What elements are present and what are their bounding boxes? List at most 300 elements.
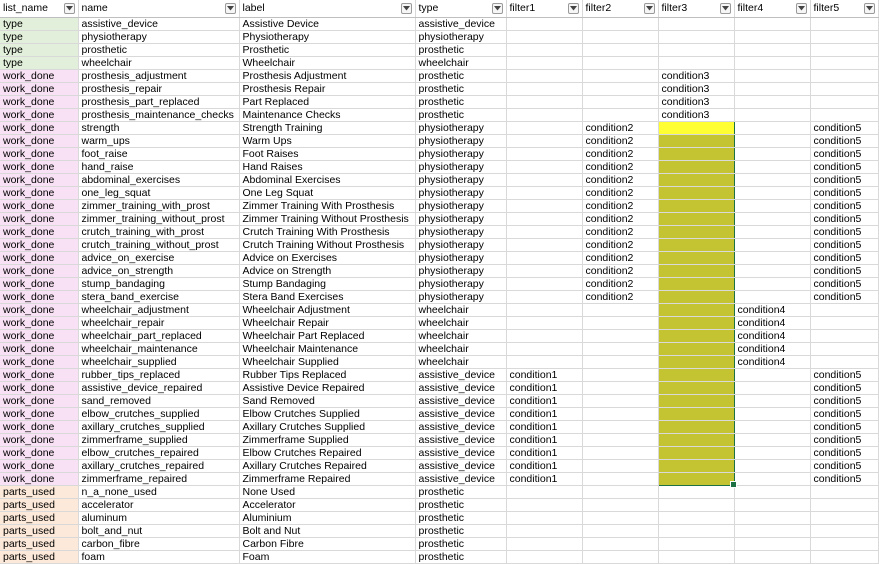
cell-filter3-selected[interactable] — [658, 199, 734, 212]
cell-label[interactable]: Elbow Crutches Repaired — [239, 446, 415, 459]
cell-filter4[interactable] — [734, 264, 810, 277]
cell-label[interactable]: Part Replaced — [239, 95, 415, 108]
cell-type[interactable]: prosthetic — [415, 524, 506, 537]
cell-filter3[interactable] — [658, 485, 734, 498]
cell-filter2[interactable]: condition2 — [582, 225, 658, 238]
cell-filter4[interactable] — [734, 537, 810, 550]
cell-type[interactable]: assistive_device — [415, 394, 506, 407]
cell-filter3-selected[interactable] — [658, 446, 734, 459]
cell-filter2[interactable] — [582, 82, 658, 95]
cell-filter4[interactable] — [734, 290, 810, 303]
cell-label[interactable]: Prosthetic — [239, 43, 415, 56]
cell-filter4[interactable] — [734, 56, 810, 69]
cell-filter4[interactable] — [734, 95, 810, 108]
cell-filter3-selected[interactable] — [658, 173, 734, 186]
cell-label[interactable]: Elbow Crutches Supplied — [239, 407, 415, 420]
cell-type[interactable]: physiotherapy — [415, 186, 506, 199]
cell-filter4[interactable] — [734, 381, 810, 394]
cell-filter4[interactable] — [734, 43, 810, 56]
filter-dropdown-icon[interactable] — [796, 3, 807, 14]
cell-type[interactable]: physiotherapy — [415, 121, 506, 134]
cell-name[interactable]: wheelchair_supplied — [78, 355, 239, 368]
cell-filter2[interactable] — [582, 511, 658, 524]
cell-filter4[interactable] — [734, 446, 810, 459]
cell-filter4[interactable] — [734, 251, 810, 264]
cell-list_name[interactable]: work_done — [0, 290, 78, 303]
cell-filter4[interactable] — [734, 121, 810, 134]
cell-label[interactable]: Warm Ups — [239, 134, 415, 147]
cell-filter4[interactable] — [734, 524, 810, 537]
cell-list_name[interactable]: work_done — [0, 160, 78, 173]
cell-filter3-selected[interactable] — [658, 420, 734, 433]
cell-name[interactable]: aluminum — [78, 511, 239, 524]
cell-filter3-selected[interactable] — [658, 264, 734, 277]
cell-filter5[interactable] — [810, 355, 878, 368]
cell-list_name[interactable]: work_done — [0, 199, 78, 212]
cell-filter2[interactable] — [582, 498, 658, 511]
cell-filter5[interactable]: condition5 — [810, 186, 878, 199]
cell-filter3-selected[interactable] — [658, 368, 734, 381]
cell-type[interactable]: prosthetic — [415, 498, 506, 511]
cell-filter1[interactable]: condition1 — [506, 407, 582, 420]
cell-type[interactable]: assistive_device — [415, 472, 506, 485]
cell-label[interactable]: Zimmerframe Supplied — [239, 433, 415, 446]
cell-filter4[interactable]: condition4 — [734, 329, 810, 342]
cell-name[interactable]: advice_on_exercise — [78, 251, 239, 264]
cell-filter4[interactable] — [734, 472, 810, 485]
column-header-label[interactable] — [239, 0, 415, 17]
cell-type[interactable]: physiotherapy — [415, 30, 506, 43]
cell-label[interactable]: None Used — [239, 485, 415, 498]
cell-list_name[interactable]: type — [0, 30, 78, 43]
cell-label[interactable]: Wheelchair — [239, 56, 415, 69]
cell-type[interactable]: assistive_device — [415, 368, 506, 381]
cell-filter1[interactable]: condition1 — [506, 368, 582, 381]
cell-filter3-selected[interactable] — [658, 290, 734, 303]
cell-filter5[interactable]: condition5 — [810, 394, 878, 407]
cell-filter4[interactable] — [734, 407, 810, 420]
cell-label[interactable]: Sand Removed — [239, 394, 415, 407]
cell-filter1[interactable]: condition1 — [506, 446, 582, 459]
cell-filter1[interactable]: condition1 — [506, 472, 582, 485]
cell-label[interactable]: Bolt and Nut — [239, 524, 415, 537]
cell-filter5[interactable] — [810, 17, 878, 30]
cell-list_name[interactable]: parts_used — [0, 511, 78, 524]
cell-filter5[interactable]: condition5 — [810, 381, 878, 394]
cell-filter2[interactable] — [582, 303, 658, 316]
cell-list_name[interactable]: work_done — [0, 446, 78, 459]
cell-filter2[interactable]: condition2 — [582, 160, 658, 173]
cell-filter4[interactable] — [734, 69, 810, 82]
cell-filter5[interactable]: condition5 — [810, 147, 878, 160]
cell-filter4[interactable] — [734, 511, 810, 524]
cell-filter1[interactable]: condition1 — [506, 433, 582, 446]
cell-name[interactable]: prosthesis_maintenance_checks — [78, 108, 239, 121]
cell-filter5[interactable]: condition5 — [810, 121, 878, 134]
cell-filter3[interactable] — [658, 30, 734, 43]
column-header-filter5[interactable] — [810, 0, 878, 17]
cell-type[interactable]: prosthetic — [415, 43, 506, 56]
cell-filter5[interactable] — [810, 485, 878, 498]
cell-filter1[interactable] — [506, 524, 582, 537]
cell-filter1[interactable] — [506, 43, 582, 56]
cell-filter5[interactable]: condition5 — [810, 368, 878, 381]
cell-name[interactable]: wheelchair_repair — [78, 316, 239, 329]
cell-label[interactable]: Zimmer Training Without Prosthesis — [239, 212, 415, 225]
cell-label[interactable]: Zimmer Training With Prosthesis — [239, 199, 415, 212]
cell-list_name[interactable]: work_done — [0, 420, 78, 433]
cell-list_name[interactable]: work_done — [0, 472, 78, 485]
cell-filter3-selected[interactable] — [658, 251, 734, 264]
cell-filter5[interactable] — [810, 524, 878, 537]
cell-filter1[interactable] — [506, 173, 582, 186]
cell-type[interactable]: prosthetic — [415, 537, 506, 550]
cell-filter5[interactable] — [810, 342, 878, 355]
cell-name[interactable]: wheelchair — [78, 56, 239, 69]
cell-label[interactable]: Accelerator — [239, 498, 415, 511]
cell-filter2[interactable]: condition2 — [582, 199, 658, 212]
cell-filter3[interactable] — [658, 511, 734, 524]
cell-list_name[interactable]: work_done — [0, 368, 78, 381]
cell-list_name[interactable]: work_done — [0, 173, 78, 186]
cell-label[interactable]: Carbon Fibre — [239, 537, 415, 550]
column-header-name[interactable] — [78, 0, 239, 17]
cell-filter3-selected[interactable] — [658, 329, 734, 342]
cell-name[interactable]: prosthesis_part_replaced — [78, 95, 239, 108]
cell-list_name[interactable]: type — [0, 43, 78, 56]
column-header-filter3[interactable] — [658, 0, 734, 17]
cell-filter3-selected[interactable] — [658, 459, 734, 472]
cell-type[interactable]: physiotherapy — [415, 173, 506, 186]
cell-filter1[interactable] — [506, 316, 582, 329]
cell-label[interactable]: Zimmerframe Repaired — [239, 472, 415, 485]
cell-name[interactable]: stera_band_exercise — [78, 290, 239, 303]
cell-type[interactable]: assistive_device — [415, 17, 506, 30]
cell-type[interactable]: physiotherapy — [415, 212, 506, 225]
cell-list_name[interactable]: type — [0, 56, 78, 69]
cell-label[interactable]: Wheelchair Repair — [239, 316, 415, 329]
cell-filter2[interactable] — [582, 355, 658, 368]
cell-filter4[interactable] — [734, 277, 810, 290]
cell-name[interactable]: wheelchair_adjustment — [78, 303, 239, 316]
cell-filter2[interactable] — [582, 459, 658, 472]
cell-type[interactable]: prosthetic — [415, 108, 506, 121]
cell-filter4[interactable] — [734, 30, 810, 43]
cell-filter5[interactable]: condition5 — [810, 277, 878, 290]
cell-list_name[interactable]: work_done — [0, 147, 78, 160]
cell-filter1[interactable] — [506, 160, 582, 173]
cell-name[interactable]: physiotherapy — [78, 30, 239, 43]
cell-filter5[interactable]: condition5 — [810, 134, 878, 147]
cell-filter4[interactable] — [734, 82, 810, 95]
cell-type[interactable]: assistive_device — [415, 381, 506, 394]
cell-list_name[interactable]: work_done — [0, 303, 78, 316]
cell-name[interactable]: assistive_device_repaired — [78, 381, 239, 394]
cell-list_name[interactable]: parts_used — [0, 485, 78, 498]
filter-dropdown-icon[interactable] — [644, 3, 655, 14]
cell-type[interactable]: physiotherapy — [415, 290, 506, 303]
cell-type[interactable]: wheelchair — [415, 56, 506, 69]
cell-name[interactable]: carbon_fibre — [78, 537, 239, 550]
cell-type[interactable]: wheelchair — [415, 355, 506, 368]
cell-type[interactable]: assistive_device — [415, 433, 506, 446]
cell-filter2[interactable] — [582, 550, 658, 563]
cell-type[interactable]: prosthetic — [415, 550, 506, 563]
cell-list_name[interactable]: work_done — [0, 433, 78, 446]
cell-filter5[interactable]: condition5 — [810, 459, 878, 472]
cell-filter2[interactable]: condition2 — [582, 264, 658, 277]
cell-filter3[interactable] — [658, 56, 734, 69]
cell-label[interactable]: Wheelchair Part Replaced — [239, 329, 415, 342]
cell-filter2[interactable]: condition2 — [582, 134, 658, 147]
cell-filter3-selected[interactable] — [658, 355, 734, 368]
column-header-filter2[interactable] — [582, 0, 658, 17]
cell-filter5[interactable]: condition5 — [810, 173, 878, 186]
cell-name[interactable]: zimmer_training_with_prost — [78, 199, 239, 212]
cell-type[interactable]: physiotherapy — [415, 199, 506, 212]
cell-name[interactable]: strength — [78, 121, 239, 134]
cell-name[interactable]: elbow_crutches_repaired — [78, 446, 239, 459]
cell-filter4[interactable] — [734, 108, 810, 121]
cell-type[interactable]: prosthetic — [415, 82, 506, 95]
cell-filter3-selected[interactable] — [658, 433, 734, 446]
cell-filter2[interactable]: condition2 — [582, 238, 658, 251]
column-header-filter4[interactable] — [734, 0, 810, 17]
cell-filter1[interactable] — [506, 355, 582, 368]
cell-type[interactable]: assistive_device — [415, 459, 506, 472]
cell-filter2[interactable] — [582, 368, 658, 381]
cell-filter5[interactable] — [810, 43, 878, 56]
cell-filter1[interactable] — [506, 537, 582, 550]
cell-label[interactable]: Advice on Strength — [239, 264, 415, 277]
cell-filter4[interactable] — [734, 368, 810, 381]
cell-list_name[interactable]: work_done — [0, 225, 78, 238]
cell-filter4[interactable] — [734, 147, 810, 160]
cell-filter1[interactable] — [506, 30, 582, 43]
cell-filter3-selected[interactable] — [658, 238, 734, 251]
cell-list_name[interactable]: work_done — [0, 186, 78, 199]
cell-list_name[interactable]: work_done — [0, 95, 78, 108]
cell-list_name[interactable]: work_done — [0, 251, 78, 264]
cell-label[interactable]: Assistive Device — [239, 17, 415, 30]
cell-list_name[interactable]: work_done — [0, 316, 78, 329]
cell-filter5[interactable] — [810, 108, 878, 121]
cell-filter3-selected[interactable] — [658, 407, 734, 420]
cell-list_name[interactable]: work_done — [0, 342, 78, 355]
cell-filter2[interactable] — [582, 524, 658, 537]
cell-name[interactable]: assistive_device — [78, 17, 239, 30]
cell-label[interactable]: Foam — [239, 550, 415, 563]
filter-dropdown-icon[interactable] — [492, 3, 503, 14]
cell-list_name[interactable]: work_done — [0, 69, 78, 82]
cell-list_name[interactable]: work_done — [0, 134, 78, 147]
cell-type[interactable]: wheelchair — [415, 316, 506, 329]
cell-name[interactable]: accelerator — [78, 498, 239, 511]
cell-filter5[interactable] — [810, 95, 878, 108]
cell-filter4[interactable]: condition4 — [734, 355, 810, 368]
cell-name[interactable]: prosthesis_adjustment — [78, 69, 239, 82]
cell-name[interactable]: crutch_training_without_prost — [78, 238, 239, 251]
filter-dropdown-icon[interactable] — [64, 3, 75, 14]
cell-filter2[interactable] — [582, 43, 658, 56]
cell-list_name[interactable]: work_done — [0, 277, 78, 290]
cell-label[interactable]: Prosthesis Repair — [239, 82, 415, 95]
filter-dropdown-icon[interactable] — [401, 3, 412, 14]
cell-filter5[interactable] — [810, 537, 878, 550]
cell-list_name[interactable]: parts_used — [0, 498, 78, 511]
cell-filter4[interactable] — [734, 459, 810, 472]
cell-label[interactable]: Axillary Crutches Repaired — [239, 459, 415, 472]
cell-filter4[interactable] — [734, 485, 810, 498]
cell-filter1[interactable] — [506, 108, 582, 121]
cell-label[interactable]: Strength Training — [239, 121, 415, 134]
cell-filter1[interactable] — [506, 56, 582, 69]
cell-filter1[interactable] — [506, 511, 582, 524]
cell-filter5[interactable]: condition5 — [810, 238, 878, 251]
cell-filter1[interactable] — [506, 212, 582, 225]
cell-label[interactable]: Assistive Device Repaired — [239, 381, 415, 394]
cell-filter1[interactable]: condition1 — [506, 381, 582, 394]
cell-name[interactable]: elbow_crutches_supplied — [78, 407, 239, 420]
cell-filter2[interactable]: condition2 — [582, 212, 658, 225]
cell-filter2[interactable] — [582, 394, 658, 407]
cell-filter3-selected[interactable] — [658, 134, 734, 147]
cell-filter4[interactable]: condition4 — [734, 316, 810, 329]
cell-label[interactable]: Rubber Tips Replaced — [239, 368, 415, 381]
filter-dropdown-icon[interactable] — [568, 3, 579, 14]
cell-filter2[interactable] — [582, 381, 658, 394]
cell-filter4[interactable] — [734, 433, 810, 446]
cell-filter1[interactable] — [506, 277, 582, 290]
cell-type[interactable]: wheelchair — [415, 303, 506, 316]
cell-list_name[interactable]: work_done — [0, 82, 78, 95]
cell-filter4[interactable] — [734, 394, 810, 407]
cell-filter5[interactable]: condition5 — [810, 160, 878, 173]
cell-label[interactable]: Aluminium — [239, 511, 415, 524]
cell-filter2[interactable]: condition2 — [582, 251, 658, 264]
cell-filter5[interactable]: condition5 — [810, 472, 878, 485]
cell-filter4[interactable] — [734, 173, 810, 186]
cell-type[interactable]: prosthetic — [415, 95, 506, 108]
filter-dropdown-icon[interactable] — [225, 3, 236, 14]
cell-list_name[interactable]: work_done — [0, 108, 78, 121]
cell-filter4[interactable]: condition4 — [734, 303, 810, 316]
cell-filter3[interactable] — [658, 524, 734, 537]
cell-filter5[interactable] — [810, 303, 878, 316]
cell-type[interactable]: physiotherapy — [415, 238, 506, 251]
selection-fill-handle[interactable] — [730, 481, 737, 488]
cell-filter3-selected[interactable] — [658, 472, 734, 485]
cell-filter2[interactable] — [582, 407, 658, 420]
cell-filter2[interactable] — [582, 472, 658, 485]
column-header-filter1[interactable] — [506, 0, 582, 17]
cell-filter1[interactable]: condition1 — [506, 459, 582, 472]
cell-type[interactable]: physiotherapy — [415, 147, 506, 160]
cell-filter3-selected[interactable] — [658, 303, 734, 316]
cell-filter3[interactable] — [658, 43, 734, 56]
cell-filter2[interactable] — [582, 95, 658, 108]
cell-filter3[interactable] — [658, 17, 734, 30]
cell-list_name[interactable]: parts_used — [0, 537, 78, 550]
cell-filter4[interactable] — [734, 134, 810, 147]
cell-name[interactable]: warm_ups — [78, 134, 239, 147]
cell-list_name[interactable]: work_done — [0, 407, 78, 420]
cell-filter5[interactable]: condition5 — [810, 446, 878, 459]
cell-filter1[interactable] — [506, 264, 582, 277]
cell-list_name[interactable]: work_done — [0, 394, 78, 407]
cell-filter2[interactable] — [582, 108, 658, 121]
cell-filter5[interactable] — [810, 511, 878, 524]
cell-filter2[interactable] — [582, 420, 658, 433]
cell-filter4[interactable] — [734, 238, 810, 251]
cell-filter2[interactable] — [582, 329, 658, 342]
cell-filter1[interactable] — [506, 290, 582, 303]
cell-label[interactable]: Crutch Training With Prosthesis — [239, 225, 415, 238]
cell-label[interactable]: Stump Bandaging — [239, 277, 415, 290]
cell-type[interactable]: physiotherapy — [415, 134, 506, 147]
cell-type[interactable]: physiotherapy — [415, 225, 506, 238]
cell-name[interactable]: foam — [78, 550, 239, 563]
cell-type[interactable]: physiotherapy — [415, 264, 506, 277]
cell-type[interactable]: prosthetic — [415, 69, 506, 82]
cell-filter1[interactable] — [506, 303, 582, 316]
filter-dropdown-icon[interactable] — [864, 3, 875, 14]
cell-filter2[interactable] — [582, 446, 658, 459]
cell-filter2[interactable] — [582, 30, 658, 43]
cell-label[interactable]: Prosthesis Adjustment — [239, 69, 415, 82]
cell-filter3-selected[interactable] — [658, 212, 734, 225]
cell-filter1[interactable] — [506, 550, 582, 563]
cell-name[interactable]: crutch_training_with_prost — [78, 225, 239, 238]
cell-list_name[interactable]: work_done — [0, 381, 78, 394]
cell-filter1[interactable] — [506, 69, 582, 82]
cell-filter3-selected[interactable] — [658, 277, 734, 290]
cell-filter5[interactable]: condition5 — [810, 199, 878, 212]
cell-filter2[interactable] — [582, 537, 658, 550]
cell-filter1[interactable] — [506, 342, 582, 355]
cell-name[interactable]: axillary_crutches_repaired — [78, 459, 239, 472]
cell-name[interactable]: stump_bandaging — [78, 277, 239, 290]
cell-filter5[interactable] — [810, 550, 878, 563]
cell-filter3-selected[interactable] — [658, 225, 734, 238]
cell-list_name[interactable]: parts_used — [0, 524, 78, 537]
cell-filter2[interactable] — [582, 17, 658, 30]
cell-filter3-selected[interactable] — [658, 316, 734, 329]
cell-name[interactable]: foot_raise — [78, 147, 239, 160]
cell-filter3-selected[interactable] — [658, 186, 734, 199]
cell-filter2[interactable]: condition2 — [582, 277, 658, 290]
cell-filter3[interactable]: condition3 — [658, 95, 734, 108]
cell-type[interactable]: physiotherapy — [415, 277, 506, 290]
cell-label[interactable]: Stera Band Exercises — [239, 290, 415, 303]
cell-name[interactable]: zimmerframe_repaired — [78, 472, 239, 485]
cell-filter1[interactable]: condition1 — [506, 394, 582, 407]
cell-name[interactable]: bolt_and_nut — [78, 524, 239, 537]
cell-type[interactable]: physiotherapy — [415, 160, 506, 173]
cell-label[interactable]: Maintenance Checks — [239, 108, 415, 121]
cell-name[interactable]: n_a_none_used — [78, 485, 239, 498]
cell-filter5[interactable]: condition5 — [810, 407, 878, 420]
cell-name[interactable]: wheelchair_part_replaced — [78, 329, 239, 342]
cell-filter3[interactable]: condition3 — [658, 82, 734, 95]
cell-filter1[interactable]: condition1 — [506, 420, 582, 433]
cell-filter3-selected[interactable] — [658, 147, 734, 160]
cell-filter5[interactable]: condition5 — [810, 433, 878, 446]
cell-label[interactable]: Axillary Crutches Supplied — [239, 420, 415, 433]
cell-name[interactable]: hand_raise — [78, 160, 239, 173]
cell-filter1[interactable] — [506, 238, 582, 251]
cell-type[interactable]: assistive_device — [415, 420, 506, 433]
